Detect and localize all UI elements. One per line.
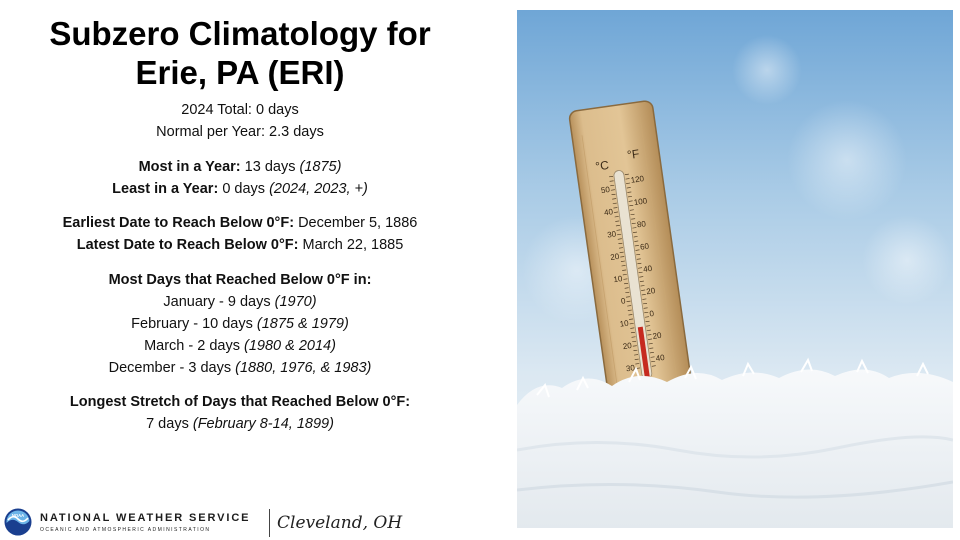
- celsius-tick-label: 30: [625, 363, 636, 374]
- most-value: 13 days: [244, 158, 296, 175]
- fahrenheit-tick-label: 0: [648, 309, 655, 319]
- fahrenheit-tick-label: 120: [630, 174, 645, 185]
- latest-value: March 22, 1885: [302, 237, 404, 253]
- monthly-header: Most Days that Reached Below 0°F in:: [108, 271, 372, 288]
- fahrenheit-tick-label: 40: [642, 263, 653, 274]
- nws-footer: [4, 507, 404, 539]
- climatology-stats: [0, 99, 480, 435]
- fahrenheit-tick-label: 20: [652, 330, 663, 341]
- month-years: (1875 & 1979): [256, 315, 349, 332]
- least-value: 0 days: [222, 180, 266, 197]
- month-december: [0, 357, 480, 379]
- fahrenheit-tick-label: 40: [655, 352, 666, 364]
- stretch-value-line: [0, 413, 480, 435]
- title-line-1: Subzero Climatology for: [49, 15, 431, 52]
- least-in-year: [0, 178, 480, 200]
- celsius-tick-label: 30: [606, 229, 617, 240]
- month-years: (1970): [274, 293, 317, 310]
- latest-date: [0, 234, 480, 256]
- least-label: Least in a Year:: [112, 180, 219, 197]
- fahrenheit-tick-label: 20: [645, 286, 656, 297]
- total-2024: 2024 Total: 0 days: [181, 102, 299, 118]
- logo-text: NOAA: [11, 513, 25, 518]
- earliest-value: December 5, 1886: [298, 215, 418, 231]
- celsius-tick-label: 20: [609, 251, 620, 262]
- most-in-year: [0, 156, 480, 178]
- month-march: [0, 335, 480, 357]
- month-years: (1880, 1976, & 1983): [235, 359, 372, 376]
- celsius-tick-label: 20: [622, 340, 633, 352]
- thermometer-photo: [517, 10, 953, 528]
- noaa-logo-icon: [4, 508, 32, 536]
- celsius-tick-label: 10: [612, 274, 623, 285]
- stretch-label: Longest Stretch of Days that Reached Below 0°F:: [69, 394, 411, 410]
- fahrenheit-unit: °F: [626, 146, 641, 163]
- normal-per-year: Normal per Year: 2.3 days: [156, 124, 324, 140]
- celsius-tick-label: 0: [620, 296, 627, 306]
- month-years: (1980 & 2014): [244, 337, 336, 354]
- month-january: [0, 291, 480, 313]
- fahrenheit-tick-label: 100: [633, 196, 648, 208]
- org-subtitle: OCEANIC AND ATMOSPHERIC ADMINISTRATION: [40, 527, 211, 533]
- celsius-unit: °C: [594, 157, 610, 174]
- month-text: March - 2 days: [144, 337, 240, 354]
- most-label: Most in a Year:: [138, 158, 241, 175]
- most-years: (1875): [299, 158, 342, 175]
- office-name: Cleveland, OH: [277, 513, 403, 533]
- month-text: December - 3 days: [108, 359, 232, 376]
- month-text: January - 9 days: [163, 293, 271, 310]
- footer-divider: [269, 509, 270, 537]
- month-february: [0, 313, 480, 335]
- latest-label: Latest Date to Reach Below 0°F:: [76, 237, 299, 253]
- least-years: (2024, 2023, +): [269, 180, 368, 197]
- title-line-2: Erie, PA (ERI): [135, 54, 345, 91]
- earliest-label: Earliest Date to Reach Below 0°F:: [62, 215, 295, 231]
- stretch-dates: (February 8-14, 1899): [192, 416, 334, 432]
- snow-pile: [517, 369, 953, 528]
- month-text: February - 10 days: [131, 315, 253, 332]
- fahrenheit-tick-label: 60: [639, 241, 650, 252]
- celsius-tick-label: 40: [603, 207, 614, 218]
- celsius-tick-label: 10: [619, 318, 630, 329]
- stretch-value: 7 days: [146, 416, 189, 432]
- org-name: NATIONAL WEATHER SERVICE: [40, 512, 251, 524]
- fahrenheit-tick-label: 80: [636, 219, 647, 230]
- earliest-date: [0, 212, 480, 234]
- page-title: [0, 14, 480, 92]
- celsius-tick-label: 50: [600, 184, 611, 196]
